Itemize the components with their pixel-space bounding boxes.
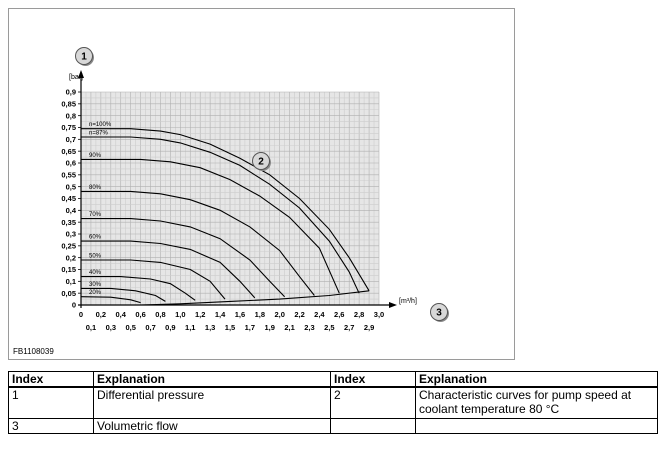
legend-index [331, 419, 416, 434]
legend-index: 2 [331, 387, 416, 419]
x-tick-label: 0,9 [165, 323, 176, 332]
legend-row [9, 419, 658, 434]
x-tick-label: 0,8 [155, 310, 166, 319]
x-tick-label: 2,0 [274, 310, 285, 319]
header-index-1: Index [9, 372, 94, 388]
callout-number: 1 [81, 51, 87, 63]
x-tick-label: 1,5 [224, 323, 236, 332]
x-tick-label: 2,9 [363, 323, 375, 332]
callout-number: 3 [436, 307, 442, 319]
curve-label: 30% [89, 281, 102, 288]
y-tick-label: 0,25 [61, 241, 76, 251]
x-tick-label: 2,6 [334, 310, 345, 319]
legend-row [9, 387, 658, 419]
legend-index: 3 [9, 419, 94, 434]
curve-label: 50% [89, 253, 102, 260]
y-tick-label: 0,8 [65, 111, 76, 121]
header-explanation-1: Explanation [94, 372, 331, 388]
x-tick-label: 0,1 [85, 323, 97, 332]
y-tick-label: 0,1 [65, 276, 76, 286]
curve-label: 20% [89, 290, 102, 297]
curve-label: 40% [89, 270, 102, 277]
y-tick-label: 0,85 [61, 99, 76, 109]
y-tick-label: 0,05 [61, 288, 76, 298]
x-tick-label: 1,2 [194, 310, 206, 319]
x-tick-label: 0,3 [105, 323, 117, 332]
y-tick-label: 0,15 [61, 265, 76, 275]
curve-label: n=87% [89, 130, 108, 137]
x-tick-label: 0 [78, 310, 84, 319]
x-tick-label: 2,3 [304, 323, 315, 332]
y-tick-label: 0,2 [65, 253, 76, 263]
x-tick-label: 0,6 [135, 310, 146, 319]
x-tick-label: 2,2 [294, 310, 305, 319]
y-tick-label: 0,65 [61, 146, 76, 156]
x-tick-label: 0,7 [145, 323, 156, 332]
y-axis-label: [bar] [69, 74, 84, 81]
legend-explanation: Characteristic curves for pump speed at coolant temperature 80 °C [416, 387, 658, 419]
x-tick-label: 1,1 [185, 323, 196, 332]
y-tick-label: 0,9 [65, 87, 76, 97]
x-tick-label: 2,5 [324, 323, 335, 332]
x-tick-label: 1,8 [254, 310, 266, 319]
x-tick-label: 2,4 [314, 310, 325, 319]
x-tick-label: 1,0 [175, 310, 186, 319]
figure-code: FB1108039 [13, 347, 54, 356]
x-tick-label: 0,5 [125, 323, 136, 332]
y-tick-label: 0,6 [65, 158, 76, 168]
y-tick-label: 0,75 [61, 123, 76, 133]
x-tick-label: 1,9 [264, 323, 275, 332]
x-tick-label: 1,7 [244, 323, 256, 332]
curve-label: 90% [89, 152, 102, 159]
x-tick-label: 1,4 [214, 310, 226, 319]
x-axis-label: [m³/h] [399, 298, 417, 305]
y-tick-label: 0,5 [65, 182, 76, 192]
header-explanation-2: Explanation [416, 372, 658, 388]
figure-frame [8, 8, 515, 360]
x-tick-label: 0,4 [115, 310, 126, 319]
legend-header-row [9, 372, 658, 388]
x-tick-label: 1,3 [204, 323, 216, 332]
legend-explanation: Differential pressure [94, 387, 331, 419]
curve-label: 70% [89, 212, 102, 219]
pump-characteristic-chart [9, 9, 514, 359]
x-tick-label: 2,1 [284, 323, 295, 332]
curve-label: 80% [89, 184, 102, 191]
curve-label: 60% [89, 234, 102, 241]
x-axis-arrow [389, 302, 397, 308]
y-tick-label: 0,4 [65, 205, 76, 215]
header-index-2: Index [331, 372, 416, 388]
x-tick-label: 1,6 [234, 310, 246, 319]
y-tick-label: 0,7 [65, 134, 76, 144]
y-tick-label: 0,3 [65, 229, 76, 239]
y-tick-label: 0,45 [61, 194, 76, 204]
callout-number: 2 [258, 156, 264, 168]
legend-explanation: Volumetric flow [94, 419, 331, 434]
x-tick-label: 2,8 [353, 310, 365, 319]
y-tick-label: 0,55 [61, 170, 76, 180]
y-tick-label: 0 [71, 300, 76, 310]
curve-label: n=100% [89, 122, 112, 129]
x-tick-label: 3,0 [373, 310, 385, 319]
legend-index: 1 [9, 387, 94, 419]
x-tick-label: 0,2 [95, 310, 107, 319]
legend-table [8, 371, 658, 434]
x-tick-label: 2,7 [343, 323, 355, 332]
y-tick-label: 0,35 [61, 217, 76, 227]
legend-explanation [416, 419, 658, 434]
